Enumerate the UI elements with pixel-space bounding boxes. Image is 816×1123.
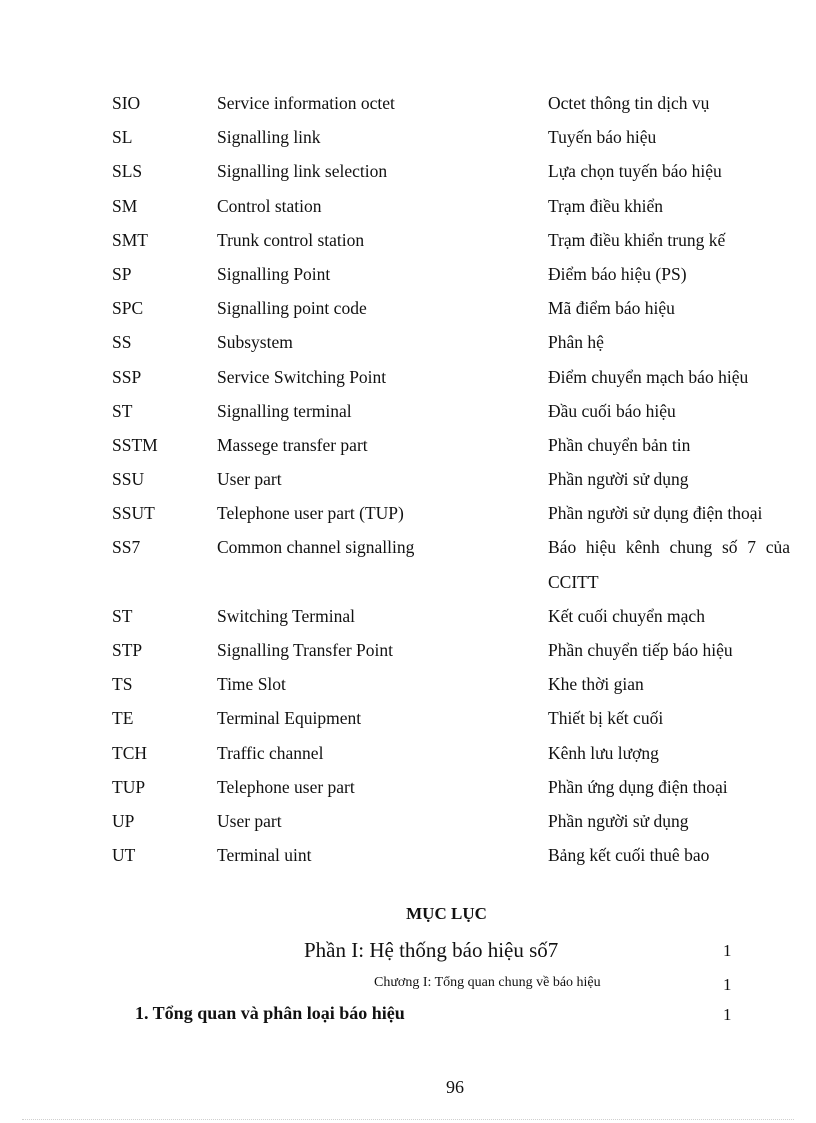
abbreviation-row (112, 770, 802, 804)
abbreviation-english-term: Subsystem (217, 332, 293, 353)
abbreviation-row (112, 291, 802, 325)
abbreviation-vietnamese-term: Tuyến báo hiệu (548, 127, 657, 148)
abbreviation-english-term: Telephone user part (TUP) (217, 503, 404, 524)
abbreviation-code: SSU (112, 469, 145, 490)
abbreviation-vietnamese-term: Thiết bị kết cuối (548, 708, 664, 729)
abbreviation-row (112, 189, 802, 223)
abbreviation-vietnamese-term: Phần chuyển tiếp báo hiệu (548, 640, 733, 661)
footer-divider (22, 1119, 794, 1120)
abbreviation-row (112, 530, 802, 598)
abbreviation-vietnamese-term: Kênh lưu lượng (548, 742, 659, 763)
abbreviation-row (112, 223, 802, 257)
abbreviation-english-term: Control station (217, 195, 322, 216)
abbreviation-code: SS7 (112, 537, 141, 558)
abbreviation-vietnamese-term: Điểm báo hiệu (PS) (548, 263, 687, 284)
abbreviation-code: SSUT (112, 503, 155, 524)
abbreviation-vietnamese-term: Phần người sử dụng (548, 469, 689, 490)
abbreviation-vietnamese-term: Octet thông tin dịch vụ (548, 93, 710, 113)
abbreviation-english-term: Time Slot (217, 674, 286, 695)
abbreviation-code: TCH (112, 742, 147, 763)
abbreviation-code: SP (112, 263, 132, 284)
abbreviation-english-term: Trunk control station (217, 229, 365, 250)
abbreviation-code: STP (112, 640, 143, 661)
abbreviation-english-term: User part (217, 810, 282, 831)
abbreviation-code: SL (112, 127, 133, 148)
abbreviation-english-term: Switching Terminal (217, 605, 355, 626)
abbreviation-vietnamese-term: Trạm điều khiển trung kế (548, 229, 726, 250)
abbreviation-code: SIO (112, 93, 141, 113)
toc-title: MỤC LỤC (406, 904, 487, 923)
toc-section-entry: 1. Tổng quan và phân loại báo hiệu (135, 1003, 405, 1023)
abbreviation-english-term: Massege transfer part (217, 434, 368, 455)
abbreviation-row (112, 667, 802, 701)
abbreviation-code: UP (112, 810, 135, 831)
abbreviation-english-term: Terminal uint (217, 845, 312, 866)
abbreviation-row (112, 120, 802, 154)
abbreviation-vietnamese-term: Phần ứng dụng điện thoại (548, 776, 728, 797)
abbreviation-vietnamese-term: Kết cuối chuyển mạch (548, 605, 705, 626)
abbreviation-english-term: User part (217, 469, 282, 490)
abbreviation-english-term: Traffic channel (217, 742, 324, 763)
abbreviation-row (112, 394, 802, 428)
abbreviation-code: ST (112, 605, 133, 626)
abbreviation-vietnamese-term: Đầu cuối báo hiệu (548, 400, 676, 421)
abbreviation-code: SS (112, 332, 132, 353)
abbreviation-row (112, 599, 802, 633)
abbreviation-vietnamese-term: Phần chuyển bản tin (548, 434, 691, 455)
abbreviation-english-term: Signalling link selection (217, 161, 388, 182)
abbreviation-code: SSP (112, 366, 142, 387)
abbreviation-vietnamese-term: Báo hiệu kênh chung số 7 của CCITT (548, 537, 790, 592)
toc-part-entry: Phần I: Hệ thống báo hiệu số7 (304, 938, 559, 962)
abbreviation-english-term: Common channel signalling (217, 537, 415, 558)
abbreviation-code: ST (112, 400, 133, 421)
abbreviation-english-term: Service Switching Point (217, 366, 387, 387)
abbreviation-code: SM (112, 195, 138, 216)
abbreviation-english-term: Terminal Equipment (217, 708, 362, 729)
abbreviation-code: TE (112, 708, 134, 729)
page-number: 96 (446, 1077, 464, 1097)
abbreviation-row (112, 633, 802, 667)
abbreviation-code: SMT (112, 229, 148, 250)
abbreviation-english-term: Telephone user part (217, 776, 355, 797)
abbreviation-english-term: Signalling terminal (217, 400, 352, 421)
abbreviation-row (112, 804, 802, 838)
abbreviation-english-term: Signalling point code (217, 298, 367, 319)
abbreviation-vietnamese-term: Mã điểm báo hiệu (548, 298, 675, 319)
abbreviation-row (112, 496, 802, 530)
abbreviation-row (112, 736, 802, 770)
abbreviation-row (112, 154, 802, 188)
abbreviation-vietnamese-term: Trạm điều khiển (548, 195, 664, 216)
abbreviation-english-term: Signalling link (217, 127, 321, 148)
abbreviation-code: TS (112, 674, 133, 695)
abbreviation-vietnamese-term: Phần người sử dụng (548, 810, 689, 831)
abbreviation-code: TUP (112, 776, 146, 797)
abbreviation-vietnamese-term: Phần người sử dụng điện thoại (548, 503, 763, 524)
abbreviation-row (112, 257, 802, 291)
toc-part-page: 1 (723, 941, 732, 960)
abbreviation-row (112, 428, 802, 462)
abbreviation-vietnamese-term: Khe thời gian (548, 674, 644, 695)
abbreviation-english-term: Signalling Transfer Point (217, 640, 393, 661)
abbreviation-row (112, 86, 802, 120)
abbreviation-vietnamese-term: Bảng kết cuối thuê bao (548, 845, 710, 866)
abbreviation-row (112, 325, 802, 359)
toc-section-page: 1 (723, 1005, 732, 1024)
abbreviation-code: SLS (112, 161, 143, 182)
toc-chapter-entry: Chương I: Tổng quan chung về báo hiệu (374, 975, 601, 990)
toc-chapter-page: 1 (723, 975, 732, 994)
abbreviation-table (112, 86, 802, 872)
abbreviation-vietnamese-term: Phân hệ (548, 332, 604, 353)
abbreviation-code: SSTM (112, 434, 158, 455)
abbreviation-row (112, 701, 802, 735)
abbreviation-row (112, 462, 802, 496)
abbreviation-vietnamese-term: Điểm chuyển mạch báo hiệu (548, 366, 749, 387)
abbreviation-code: UT (112, 845, 136, 866)
abbreviation-code: SPC (112, 298, 144, 319)
abbreviation-english-term: Signalling Point (217, 263, 331, 284)
abbreviation-row (112, 838, 802, 872)
abbreviation-vietnamese-term: Lựa chọn tuyến báo hiệu (548, 161, 722, 182)
abbreviation-row (112, 360, 802, 394)
abbreviation-english-term: Service information octet (217, 93, 395, 113)
